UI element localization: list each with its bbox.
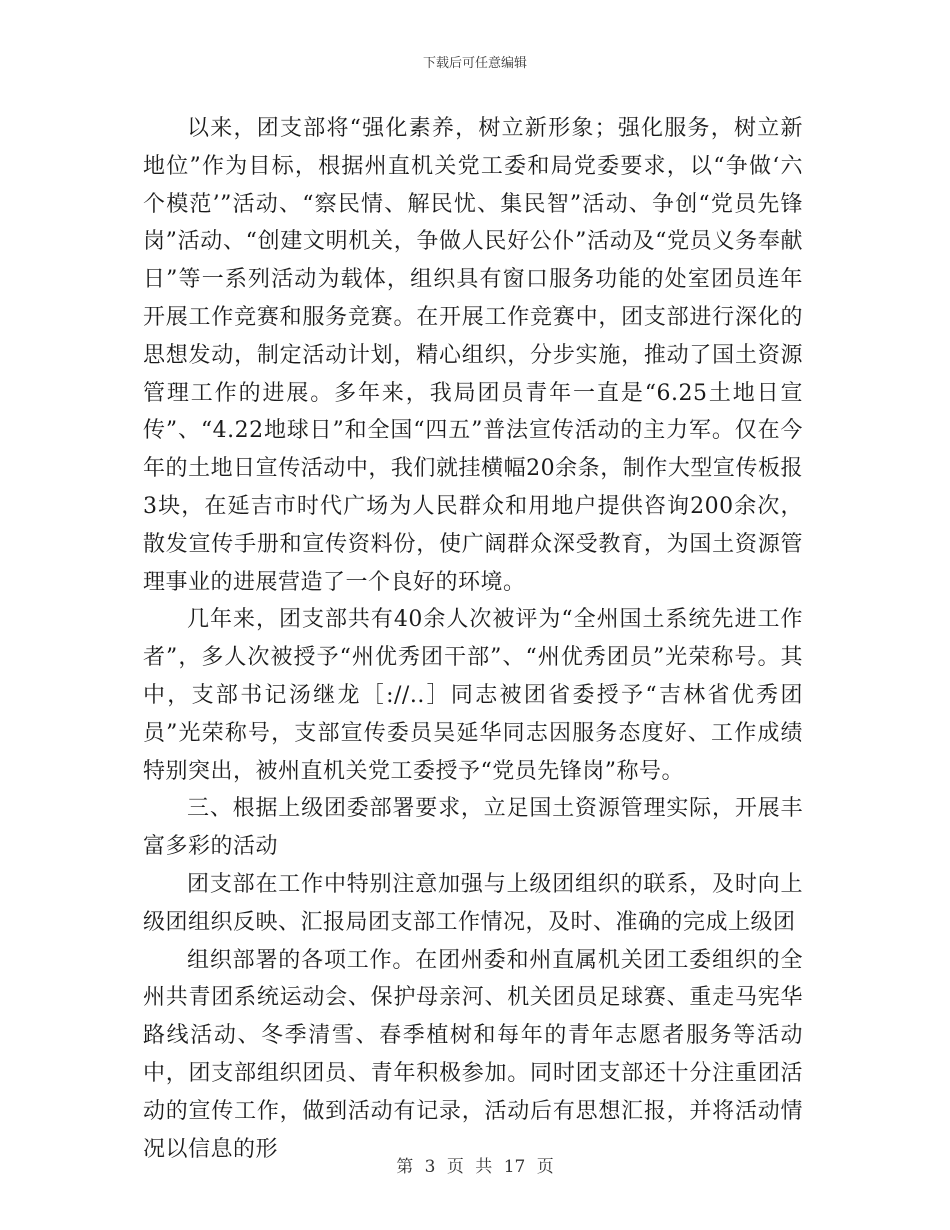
paragraph-activities: 以来，团支部将“强化素养，树立新形象；强化服务，树立新地位”作为目标，根据州直机关党工委和局党委要求，以“争做‘六个模范’”活动、“察民情、解民忧、集民智”活动、争创“党员先锋岗”活动、“创建文明机关，争做人民好公仆”活动及“党员义务奉献日”等一系列活动为载体，组织具有窗口服务功能的处室团员连年开展工作竞赛和服务竞赛。在开展工作竞赛中，团支部进行深化的思想发动，制定活动计划，精心组织，分步实施，推动了国土资源管理工作的进展。多年来，我局团员青年一直是“6.25土地日宣传”、“4.22地球日”和全国“四五”普法宣传活动的主力军。仅在今年的土地日宣传活动中，我们就挂横幅20余条，制作大型宣传板报3块，在延吉市时代广场为人民群众和用地户提供咨询200余次，散发宣传手册和宣传资料份，使广阔群众深受教育，为国土资源管理事业的进展营造了一个良好的环境。 — [143, 116, 803, 595]
page-number-footer: 第 3 页 共 17 页 — [396, 1157, 554, 1177]
page-header: 下载后可任意编辑 — [422, 56, 527, 71]
section-heading-three: 三、根据上级团委部署要求，立足国土资源管理实际，开展丰富多彩的活动 — [143, 796, 803, 860]
paragraph-events: 组织部署的各项工作。在团州委和州直属机关团工委组织的全州共青团系统运动会、保护母亲河、机关团员足球赛、重走马宪华路线活动、冬季清雪、春季植树和每年的青年志愿者服务等活动中，团支部组织团员、青年积极参加。同时团支部还十分注重团活动的宣传工作，做到活动有记录，活动后有思想汇报，并将活动情况以信息的形 — [143, 947, 803, 1162]
paragraph-liaison: 团支部在工作中特别注意加强与上级团组织的联系，及时向上级团组织反映、汇报局团支部工作情况，及时、准确的完成上级团 — [143, 871, 803, 935]
document-body — [143, 110, 803, 1168]
paragraph-honors: 几年来，团支部共有40余人次被评为“全州国土系统先进工作者”，多人次被授予“州优秀团干部”、“州优秀团员”光荣称号。其中，支部书记汤继龙［://..］同志被团省委授予“吉林省优秀团员”光荣称号，支部宣传委员吴延华同志因服务态度好、工作成绩特别突出，被州直机关党工委授予“党员先锋岗”称号。 — [143, 607, 803, 784]
